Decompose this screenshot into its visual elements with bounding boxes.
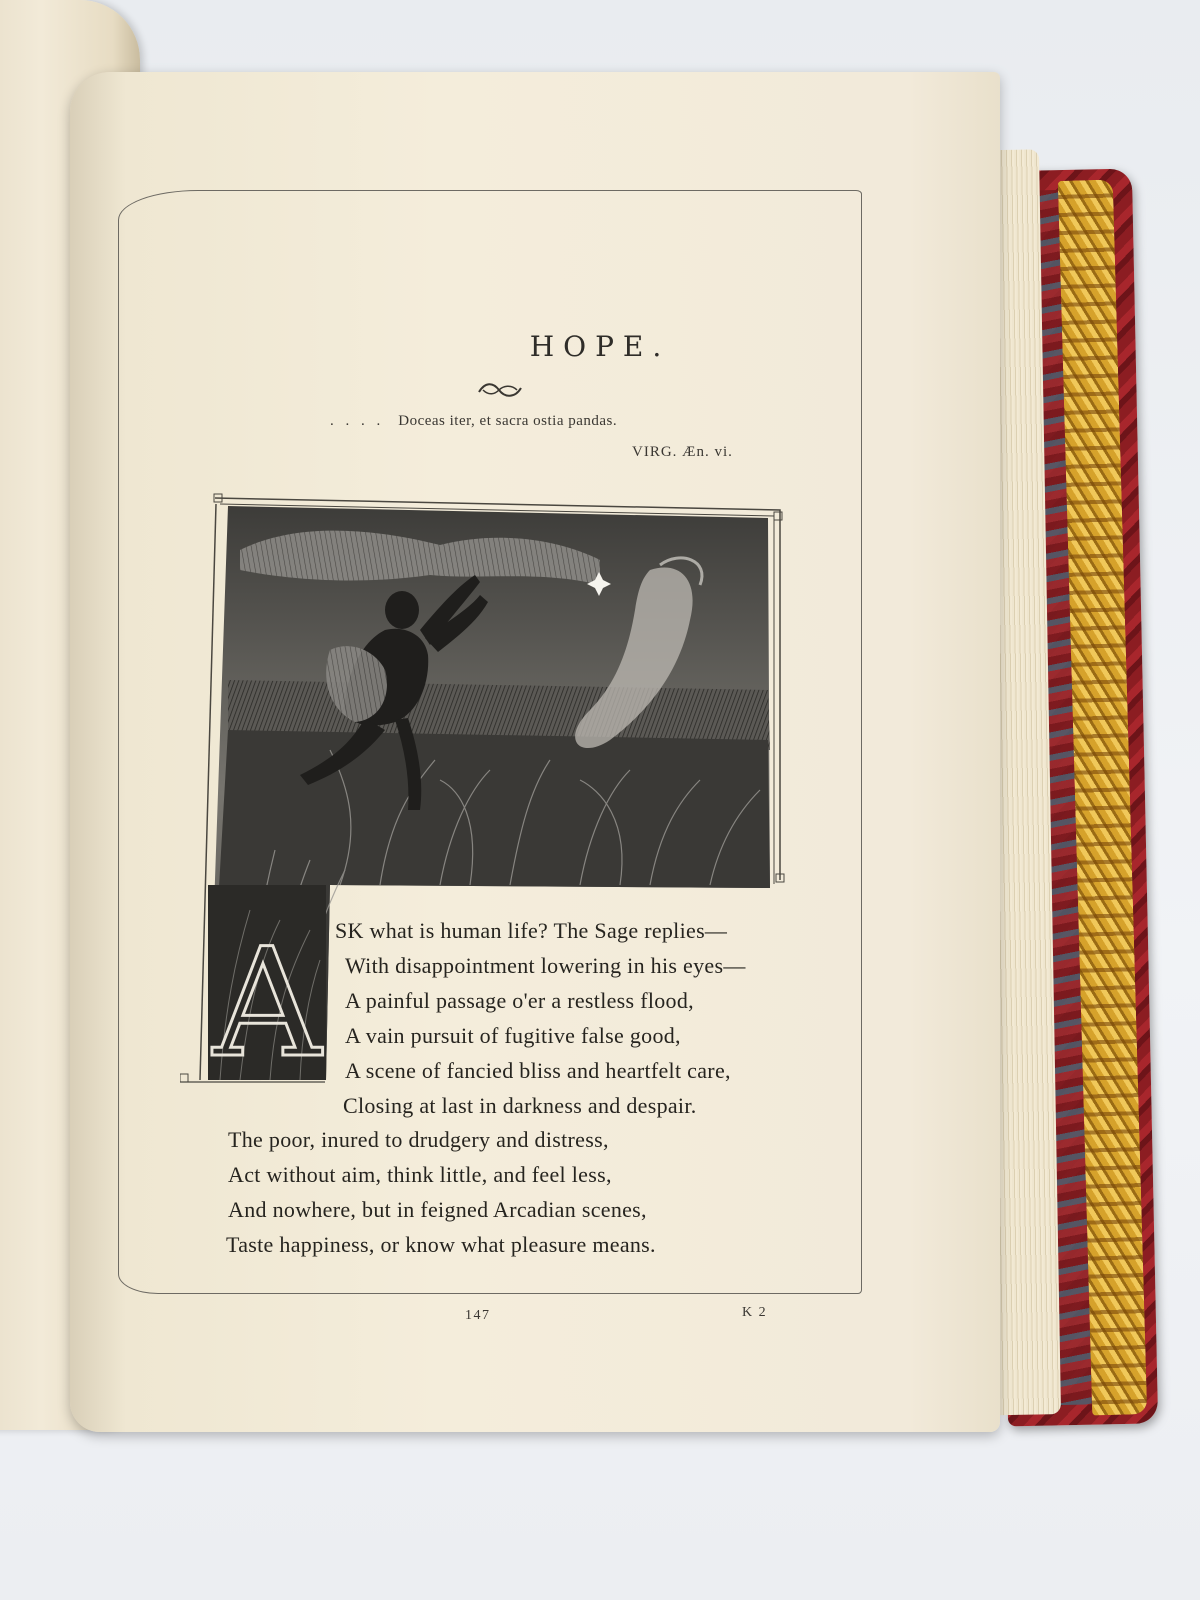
poem-line: A vain pursuit of fugitive false good, [345,1023,681,1048]
poem-title: HOPE. [529,330,671,363]
poem-line: And nowhere, but in feigned Arcadian scenes, [228,1197,647,1222]
epigraph-text: Doceas iter, et sacra ostia pandas. [398,413,618,429]
epigraph [330,413,617,430]
signature-mark: K 2 [742,1305,768,1320]
poem-line: Closing at last in darkness and despair. [343,1093,697,1118]
poem-line: SK what is human life? The Sage replies— [335,918,728,943]
poem-line: With disappointment lowering in his eyes— [345,953,746,978]
poem-line: Act without aim, think little, and feel less, [228,1162,612,1187]
poem-line: A scene of fancied bliss and heartfelt care, [345,1058,731,1083]
epigraph-attribution: VIRG. Æn. vi. [632,444,733,460]
poem-line: A painful passage o'er a restless flood, [345,988,694,1013]
poem-line: The poor, inured to drudgery and distress, [228,1127,609,1152]
ellipsis-dots: . . . . [330,413,385,429]
flourish-ornament [475,380,525,400]
page-number: 147 [465,1308,491,1323]
poem-line: Taste happiness, or know what pleasure means. [226,1232,656,1257]
drop-cap-letter: A [212,917,322,1090]
